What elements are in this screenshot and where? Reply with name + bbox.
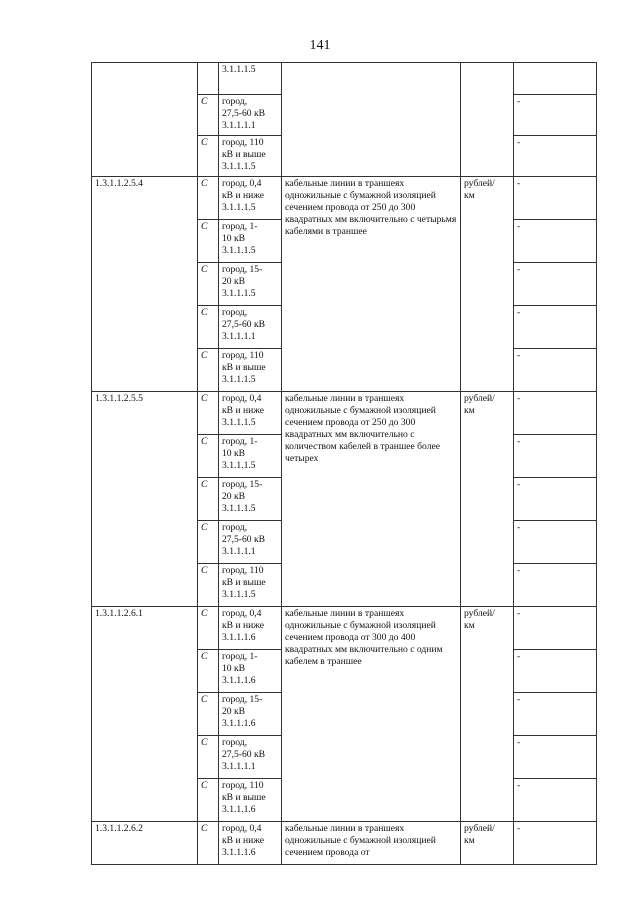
category-cell: С — [198, 693, 219, 736]
city-voltage-text: город, 15- 20 кВ 3.1.1.1.5 — [222, 479, 263, 514]
city-voltage-text: город, 27,5-60 кВ 3.1.1.1.1 — [222, 737, 266, 772]
city-voltage-cell — [219, 349, 282, 392]
category-cell: С — [198, 306, 219, 349]
value-cell: - — [514, 392, 597, 435]
page-number: 141 — [309, 38, 331, 53]
unit-cell — [461, 607, 514, 822]
city-voltage-text: город, 0,4 кВ и ниже 3.1.1.1.5 — [222, 178, 265, 213]
category-cell: С — [198, 435, 219, 478]
unit-cell — [461, 177, 514, 392]
category-cell: С — [198, 521, 219, 564]
city-voltage-cell — [219, 263, 282, 306]
category-cell: С — [198, 478, 219, 521]
value-cell: - — [514, 693, 597, 736]
city-voltage-cell — [219, 521, 282, 564]
category-cell: С — [198, 564, 219, 607]
value-cell: - — [514, 136, 597, 177]
category-cell: С — [198, 263, 219, 306]
value-cell: - — [514, 779, 597, 822]
city-voltage-cell — [219, 779, 282, 822]
description-cell: кабельные линии в траншеях одножильные с бумажной изоляцией сечением провода от — [282, 822, 461, 865]
unit-cell — [461, 392, 514, 607]
code-cell: 1.3.1.1.2.5.5 — [92, 392, 198, 607]
code-cell: 1.3.1.1.2.6.2 — [92, 822, 198, 865]
code-cell: 1.3.1.1.2.5.4 — [92, 177, 198, 392]
category-cell: С — [198, 349, 219, 392]
city-voltage-cell — [219, 136, 282, 177]
city-voltage-cell — [219, 392, 282, 435]
city-voltage-text: город, 27,5-60 кВ 3.1.1.1.1 — [222, 96, 266, 131]
value-cell: - — [514, 736, 597, 779]
category-cell: С — [198, 607, 219, 650]
city-voltage-cell — [219, 306, 282, 349]
value-cell: - — [514, 607, 597, 650]
description-cell: кабельные линии в траншеях одножильные с бумажной изоляцией сечением провода от 250 до 300 квадратных мм включительно с четырьмя кабелями в траншее — [282, 177, 461, 392]
table-row — [92, 607, 597, 650]
city-voltage-cell — [219, 435, 282, 478]
city-voltage-cell — [219, 607, 282, 650]
value-cell: - — [514, 650, 597, 693]
category-cell: С — [198, 650, 219, 693]
city-voltage-text: город, 1- 10 кВ 3.1.1.1.5 — [222, 436, 258, 471]
code-cell: 1.3.1.1.2.6.1 — [92, 607, 198, 822]
city-voltage-text: город, 110 кВ и выше 3.1.1.1.5 — [222, 350, 266, 385]
unit-text: рублей/ км — [464, 393, 495, 416]
unit-cell — [461, 822, 514, 865]
unit-text: рублей/ км — [464, 178, 495, 201]
category-cell: С — [198, 736, 219, 779]
city-voltage-cell — [219, 650, 282, 693]
category-cell: С — [198, 136, 219, 177]
category-cell: С — [198, 392, 219, 435]
table-row — [92, 822, 597, 865]
category-cell: С — [198, 822, 219, 865]
value-cell: - — [514, 822, 597, 865]
value-cell: - — [514, 95, 597, 136]
city-voltage-text: город, 27,5-60 кВ 3.1.1.1.1 — [222, 307, 266, 342]
category-cell: С — [198, 177, 219, 220]
description-cell: кабельные линии в траншеях одножильные с бумажной изоляцией сечением провода от 300 до 400 квадратных мм включительно с одним кабелем в траншее — [282, 607, 461, 822]
city-voltage-text: город, 15- 20 кВ 3.1.1.1.6 — [222, 694, 263, 729]
value-cell: - — [514, 521, 597, 564]
table-row — [92, 63, 597, 95]
unit-cell — [461, 63, 514, 177]
city-voltage-text: 3.1.1.1.5 — [222, 64, 256, 75]
table-row — [92, 392, 597, 435]
city-voltage-cell — [219, 220, 282, 263]
description-cell — [282, 63, 461, 177]
city-voltage-cell — [219, 63, 282, 95]
value-cell — [514, 63, 597, 95]
code-cell — [92, 63, 198, 177]
city-voltage-cell — [219, 822, 282, 865]
city-voltage-text: город, 1- 10 кВ 3.1.1.1.6 — [222, 651, 258, 686]
category-cell: С — [198, 779, 219, 822]
city-voltage-text: город, 110 кВ и выше 3.1.1.1.6 — [222, 780, 266, 815]
city-voltage-text: город, 0,4 кВ и ниже 3.1.1.1.6 — [222, 608, 265, 643]
city-voltage-cell — [219, 95, 282, 136]
value-cell: - — [514, 177, 597, 220]
category-cell: С — [198, 95, 219, 136]
city-voltage-cell — [219, 736, 282, 779]
city-voltage-cell — [219, 478, 282, 521]
unit-text: рублей/ км — [464, 608, 495, 631]
value-cell: - — [514, 564, 597, 607]
city-voltage-text: город, 0,4 кВ и ниже 3.1.1.1.5 — [222, 393, 265, 428]
city-voltage-text: город, 110 кВ и выше 3.1.1.1.5 — [222, 137, 266, 172]
category-cell — [198, 63, 219, 95]
city-voltage-cell — [219, 693, 282, 736]
city-voltage-text: город, 1- 10 кВ 3.1.1.1.5 — [222, 221, 258, 256]
city-voltage-text: город, 0,4 кВ и ниже 3.1.1.1.6 — [222, 823, 265, 858]
city-voltage-text: город, 27,5-60 кВ 3.1.1.1.1 — [222, 522, 266, 557]
value-cell: - — [514, 220, 597, 263]
tariff-table — [91, 62, 597, 865]
city-voltage-cell — [219, 564, 282, 607]
value-cell: - — [514, 306, 597, 349]
unit-text: рублей/ км — [464, 823, 495, 846]
city-voltage-cell — [219, 177, 282, 220]
table-row — [92, 177, 597, 220]
value-cell: - — [514, 435, 597, 478]
value-cell: - — [514, 349, 597, 392]
value-cell: - — [514, 263, 597, 306]
category-cell: С — [198, 220, 219, 263]
city-voltage-text: город, 15- 20 кВ 3.1.1.1.5 — [222, 264, 263, 299]
value-cell: - — [514, 478, 597, 521]
city-voltage-text: город, 110 кВ и выше 3.1.1.1.5 — [222, 565, 266, 600]
description-cell: кабельные линии в траншеях одножильные с бумажной изоляцией сечением провода от 250 до 300 квадратных мм включительно с количеством кабелей в траншее более четырех — [282, 392, 461, 607]
